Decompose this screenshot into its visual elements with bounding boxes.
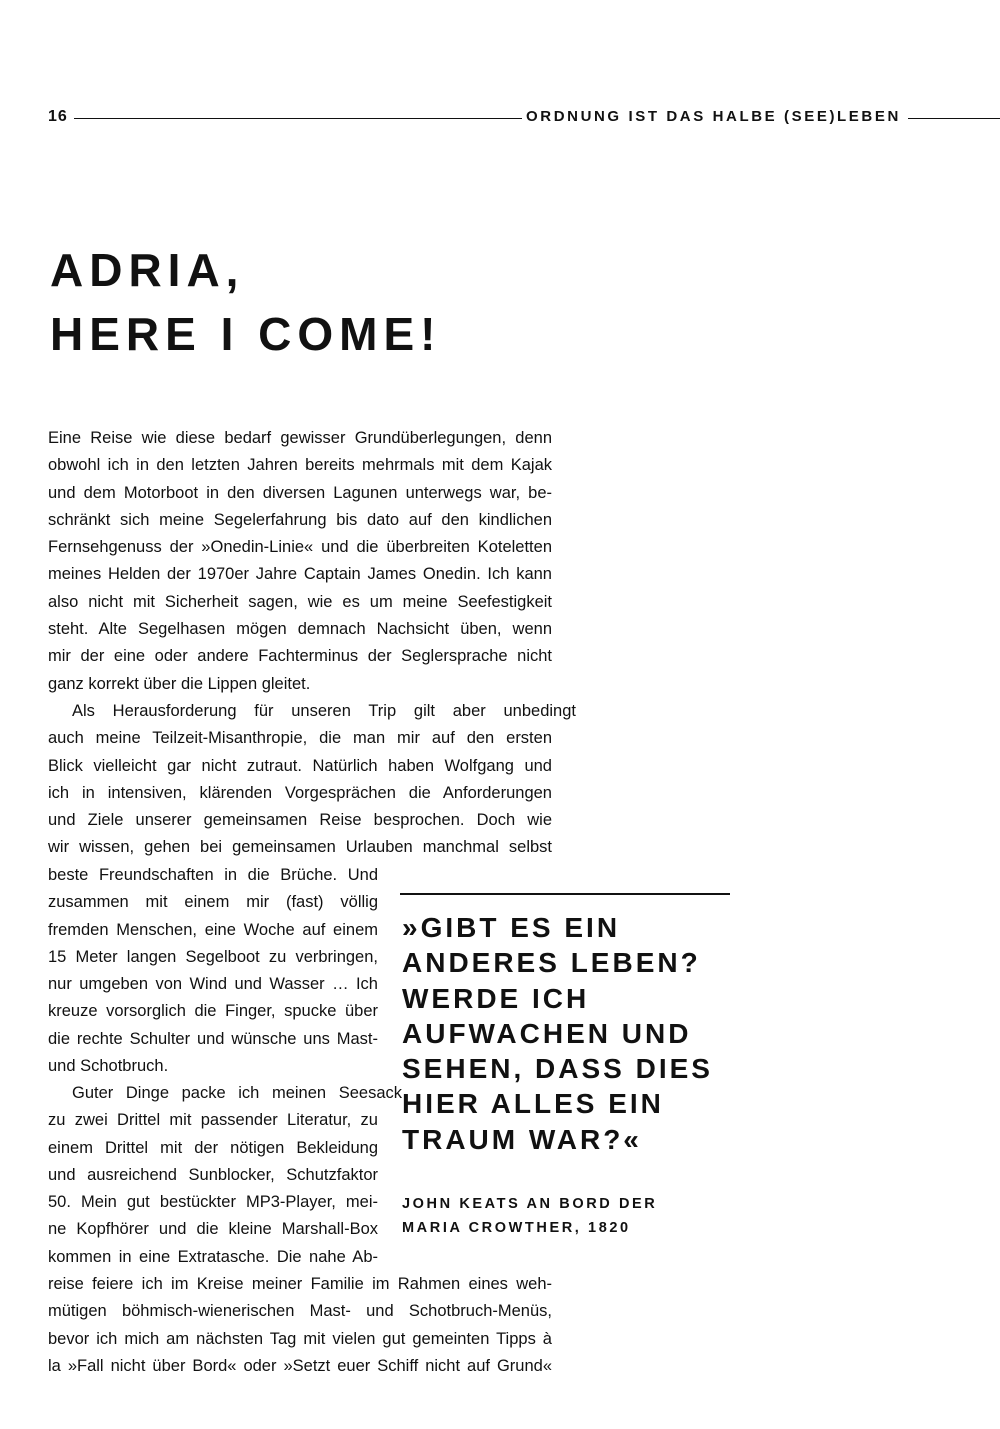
pull-quote-line: WERDE ICH [402, 982, 590, 1014]
text-line: Blick vielleicht gar nicht zutraut. Natürlich haben Wolfgang und [48, 756, 552, 775]
pull-quote-line: »GIBT ES EIN [402, 912, 621, 943]
pull-quote-rule [400, 893, 730, 895]
text-line: kommen in eine Extratasche. Die nahe Ab- [48, 1247, 378, 1266]
text-line: 15 Meter langen Segelboot zu verbringen, [48, 947, 378, 966]
text-line: zusammen mit einem mir (fast) völlig [48, 893, 378, 912]
body-paragraph-2-wide [48, 698, 576, 862]
pull-quote [402, 910, 713, 1157]
text-line: obwohl ich in den letzten Jahren bereits mehrmals mit dem Kajak [48, 456, 552, 475]
pull-quote-line: TRAUM WAR?« [402, 1123, 642, 1155]
text-line: reise feiere ich im Kreise meiner Familie im Rahmen eines weh- [48, 1275, 552, 1293]
running-title: ORDNUNG IST DAS HALBE (SEE)LEBEN [526, 108, 901, 125]
text-line: ich in intensiven, klärenden Vorgesprächen die Anforderungen [48, 783, 552, 802]
body-paragraph-3-narrow [48, 1080, 402, 1271]
text-line: kreuze vorsorglich die Finger, spucke über [48, 1002, 378, 1021]
attribution-line: JOHN KEATS AN BORD DER [402, 1196, 658, 1212]
text-line: ne Kopfhörer und die kleine Marshall-Box [48, 1220, 378, 1239]
body-paragraph-3-wide [48, 1271, 552, 1380]
text-line: 50. Mein gut bestückter MP3-Player, mei- [48, 1193, 378, 1212]
text-line: und ausreichend Sunblocker, Schutzfaktor [48, 1165, 378, 1184]
text-line: la »Fall nicht über Bord« oder »Setzt euer Schiff nicht auf Grund« [48, 1356, 552, 1375]
pull-quote-line: HIER ALLES EIN [402, 1088, 664, 1120]
attribution-line: MARIA CROWTHER, 1820 [402, 1220, 631, 1236]
pull-quote-line: ANDERES LEBEN? [402, 947, 701, 979]
body-paragraph-1 [48, 425, 552, 698]
text-line: zu zwei Drittel mit passender Literatur, zu [48, 1111, 378, 1130]
text-line: steht. Alte Segelhasen mögen demnach Nachsicht üben, wenn [48, 620, 552, 639]
chapter-title-line: HERE I COME! [50, 308, 442, 360]
text-line: also nicht mit Sicherheit sagen, wie es um meine Seefestigkeit [48, 592, 552, 611]
body-paragraph-2-narrow [48, 862, 378, 1080]
text-line: beste Freundschaften in die Brüche. Und [48, 866, 378, 884]
text-line: Fernsehgenuss der »Onedin-Linie« und die überbreiten Koteletten [48, 538, 552, 557]
header-rule-right [908, 118, 1000, 119]
pull-quote-attribution [402, 1192, 657, 1240]
text-line: auch meine Teilzeit-Misanthropie, die man mir auf den ersten [48, 729, 552, 748]
text-line: mütigen böhmisch-wienerischen Mast- und Schotbruch-Menüs, [48, 1302, 552, 1321]
text-line: fremden Menschen, eine Woche auf einem [48, 920, 378, 939]
chapter-title-line: ADRIA, [50, 244, 245, 296]
pull-quote-line: SEHEN, DASS DIES [402, 1053, 713, 1085]
text-line: schränkt sich meine Segelerfahrung bis dato auf den kindlichen [48, 510, 552, 529]
header-rule-left [74, 118, 522, 119]
text-line: und Schotbruch. [48, 1057, 169, 1076]
text-line: und Ziele unserer gemeinsamen Reise besprochen. Doch wie [48, 811, 552, 830]
page-number: 16 [48, 108, 68, 125]
text-line: bevor ich mich am nächsten Tag mit vielen gut gemeinten Tipps à [48, 1329, 552, 1348]
text-line: nur umgeben von Wind und Wasser … Ich [48, 975, 378, 994]
page-header [48, 108, 1000, 130]
text-line: die rechte Schulter und wünsche uns Mast- [48, 1029, 378, 1048]
chapter-title [50, 238, 441, 366]
pull-quote-line: AUFWACHEN UND [402, 1017, 692, 1049]
text-line: einem Drittel mit der nötigen Bekleidung [48, 1138, 378, 1157]
text-line: Eine Reise wie diese bedarf gewisser Grundüberlegungen, denn [48, 429, 552, 447]
text-line: mir der eine oder andere Fachterminus der Seglersprache nicht [48, 647, 552, 666]
text-line: wir wissen, gehen bei gemeinsamen Urlauben manchmal selbst [48, 838, 552, 857]
text-line: und dem Motorboot in den diversen Lagunen unterwegs war, be- [48, 483, 552, 502]
text-line: meines Helden der 1970er Jahre Captain James Onedin. Ich kann [48, 565, 552, 584]
text-line: Als Herausforderung für unseren Trip gilt aber unbedingt [72, 702, 576, 720]
text-line: ganz korrekt über die Lippen gleitet. [48, 674, 311, 693]
text-line: Guter Dinge packe ich meinen Seesack [72, 1084, 402, 1102]
